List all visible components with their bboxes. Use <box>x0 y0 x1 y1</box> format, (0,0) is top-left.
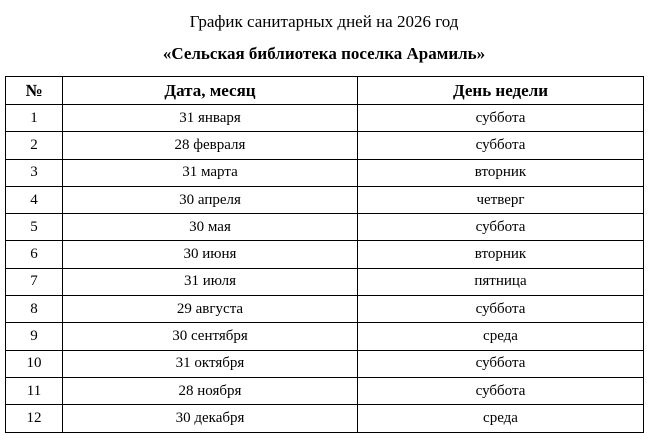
table-row <box>6 405 644 432</box>
row-weekday: суббота <box>358 132 644 159</box>
row-weekday: пятница <box>358 268 644 295</box>
row-date: 28 февраля <box>63 132 358 159</box>
row-date: 29 августа <box>63 296 358 323</box>
row-date: 30 мая <box>63 214 358 241</box>
row-date: 31 октября <box>63 350 358 377</box>
row-number: 6 <box>6 241 63 268</box>
row-number: 12 <box>6 405 63 432</box>
table-row <box>6 214 644 241</box>
row-weekday: суббота <box>358 296 644 323</box>
row-weekday: суббота <box>358 377 644 404</box>
header-date: Дата, месяц <box>63 77 358 105</box>
row-date: 31 января <box>63 105 358 132</box>
table-row <box>6 105 644 132</box>
row-date: 31 марта <box>63 159 358 186</box>
row-weekday: вторник <box>358 241 644 268</box>
row-date: 31 июля <box>63 268 358 295</box>
table-header <box>6 77 644 105</box>
row-weekday: среда <box>358 405 644 432</box>
row-weekday: суббота <box>358 350 644 377</box>
row-number: 7 <box>6 268 63 295</box>
table-row <box>6 323 644 350</box>
row-number: 8 <box>6 296 63 323</box>
row-weekday: вторник <box>358 159 644 186</box>
sanitary-days-table <box>5 76 644 433</box>
row-date: 30 апреля <box>63 186 358 213</box>
table-row <box>6 132 644 159</box>
row-date: 28 ноября <box>63 377 358 404</box>
row-number: 9 <box>6 323 63 350</box>
row-number: 2 <box>6 132 63 159</box>
row-weekday: суббота <box>358 105 644 132</box>
row-number: 1 <box>6 105 63 132</box>
header-number: № <box>6 77 63 105</box>
table-row <box>6 159 644 186</box>
row-weekday: четверг <box>358 186 644 213</box>
header-weekday: День недели <box>358 77 644 105</box>
table-header-row <box>6 77 644 105</box>
row-weekday: суббота <box>358 214 644 241</box>
table-row <box>6 241 644 268</box>
document-subtitle: «Сельская библиотека поселка Арамиль» <box>162 44 486 63</box>
row-date: 30 сентября <box>63 323 358 350</box>
row-date: 30 июня <box>63 241 358 268</box>
row-number: 11 <box>6 377 63 404</box>
table-row <box>6 350 644 377</box>
document-title: График санитарных дней на 2026 год <box>189 12 459 31</box>
row-date: 30 декабря <box>63 405 358 432</box>
table-row <box>6 377 644 404</box>
table-body <box>6 105 644 433</box>
row-number: 4 <box>6 186 63 213</box>
table-row <box>6 268 644 295</box>
row-number: 3 <box>6 159 63 186</box>
row-number: 5 <box>6 214 63 241</box>
row-number: 10 <box>6 350 63 377</box>
table-row <box>6 296 644 323</box>
table-row <box>6 186 644 213</box>
row-weekday: среда <box>358 323 644 350</box>
